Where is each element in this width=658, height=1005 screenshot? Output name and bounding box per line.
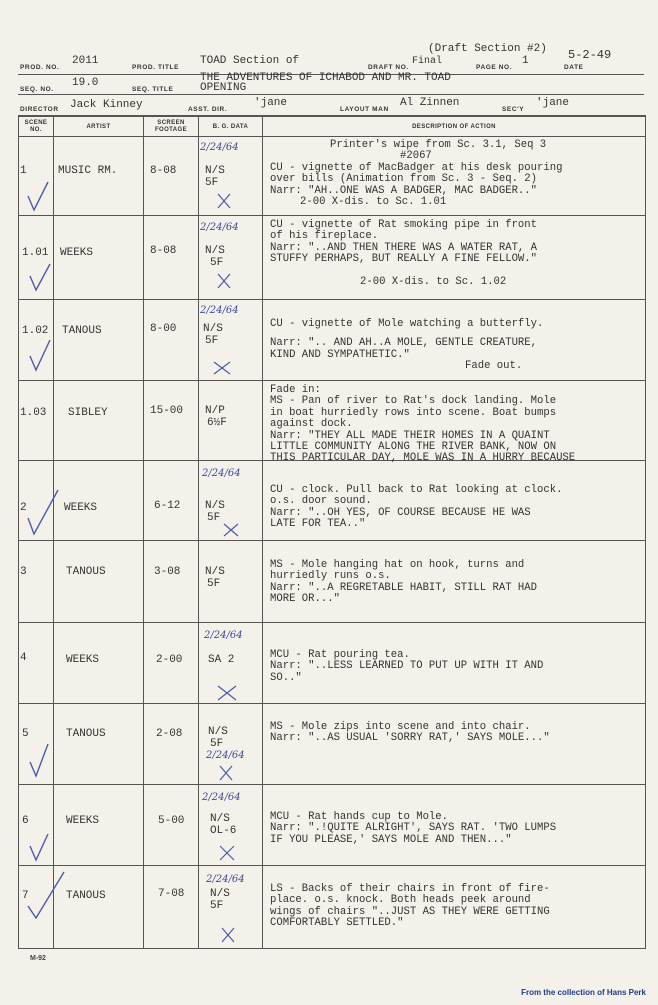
bg-approval-date: 2/24/64 (200, 305, 239, 316)
screen-footage: 2-00 (156, 654, 183, 666)
x-mark-icon (218, 844, 236, 862)
draft-section-note: (Draft Section #2) (428, 43, 547, 55)
artist-name: WEEKS (64, 502, 98, 514)
page-no-label: PAGE NO. (476, 64, 513, 71)
artist-name: WEEKS (66, 654, 100, 666)
bg-data-line2: 5F (207, 578, 221, 590)
action-description: LS - Backs of their chairs in front of fire- place. o.s. knock. Both heads peek around wings of chairs "..JUST AS THEY WERE GETTING COMFORTABLY SETTLED." (270, 883, 550, 930)
bg-data-line2: 5F (207, 512, 221, 524)
bg-data-line1: N/S (205, 566, 225, 578)
bg-approval-date: 2/24/64 (200, 222, 239, 233)
screen-footage: 8-08 (150, 165, 177, 177)
layout-man-label: LAYOUT MAN (340, 106, 389, 113)
prod-no-value: 2011 (72, 55, 99, 67)
artist-name: SIBLEY (68, 407, 108, 419)
header-rule-2 (18, 94, 644, 95)
bg-data-line2: 5F (205, 177, 219, 189)
screen-footage: 8-08 (150, 245, 177, 257)
bg-approval-date: 2/24/64 (200, 142, 239, 153)
row-rule (18, 380, 646, 381)
check-mark-icon (26, 740, 52, 780)
x-mark-icon (216, 272, 232, 290)
table-top-rule (18, 115, 646, 117)
layout-man-value: Al Zinnen (400, 97, 460, 109)
bg-approval-date: 2/24/64 (206, 874, 245, 885)
seq-title-label: SEQ. TITLE (132, 86, 174, 93)
row-rule (18, 215, 646, 216)
col-header-bg: B. G. DATA (212, 124, 249, 130)
asst-dir-label: ASST. DIR. (188, 106, 228, 113)
x-mark-icon (216, 192, 232, 210)
screen-footage: 6-12 (154, 500, 181, 512)
bg-data-line1: N/S (205, 245, 225, 257)
bg-data-line1: N/S (208, 726, 228, 738)
secy-value: 'jane (536, 97, 570, 109)
prod-title-value: TOAD Section of (200, 55, 300, 67)
artist-name: TANOUS (66, 728, 106, 740)
bg-data-line2: 5F (210, 257, 224, 269)
form-number: M-92 (30, 955, 46, 962)
x-mark-icon (216, 684, 238, 702)
bg-data-line1: N/S (203, 323, 223, 335)
col-header-description: DESCRIPTION OF ACTION (412, 124, 496, 130)
row-rule (18, 865, 646, 866)
table-left-rule (18, 115, 19, 949)
bg-data-line1: N/S (210, 813, 230, 825)
bg-data-line2: 5F (210, 900, 224, 912)
check-mark-icon (26, 830, 52, 864)
check-mark-icon (24, 180, 52, 214)
col-header-artist: ARTIST (86, 124, 111, 130)
scene-number: 1.03 (20, 407, 47, 419)
scene-number: 5 (22, 728, 29, 740)
bg-approval-date: 2/24/64 (202, 792, 241, 803)
secy-label: SEC'Y (502, 106, 525, 113)
col-rule-3 (198, 115, 199, 949)
x-mark-icon (222, 522, 240, 538)
bg-data-line1: N/P (205, 405, 225, 417)
page-no-value: 1 (522, 55, 529, 67)
action-description: MS - Mole hanging hat on hook, turns and hurriedly runs o.s. Narr: "..A REGRETABLE HABIT, STILL RAT HAD MORE OR..." (270, 559, 538, 606)
action-description: MCU - Rat hands cup to Mole. Narr: ".!QUITE ALRIGHT', SAYS RAT. 'TWO LUMPS IF YOU PLEASE,' SAYS MOLE AND THEN..." (270, 811, 557, 846)
check-mark-icon (24, 870, 68, 920)
action-description: MS - Mole zips into scene and into chair. Narr: "..AS USUAL 'SORRY RAT,' SAYS MOLE..." (270, 721, 550, 745)
bg-data-line2: OL-6 (210, 825, 237, 837)
scene-number: 4 (20, 652, 27, 664)
check-mark-icon (26, 262, 54, 294)
bg-approval-date: 2/24/64 (202, 468, 241, 479)
director-value: Jack Kinney (70, 99, 143, 111)
seq-title-line1: THE ADVENTURES OF ICHABOD AND MR. TOAD (200, 72, 451, 84)
row-rule (18, 540, 646, 541)
bg-data-line1: N/S (205, 165, 225, 177)
screen-footage: 15-00 (150, 405, 184, 417)
x-mark-icon (212, 360, 232, 376)
table-bottom-rule (18, 948, 646, 949)
col-header-footage: SCREEN FOOTAGE (154, 120, 188, 133)
bg-data-line1: SA 2 (208, 654, 235, 666)
x-mark-icon (220, 926, 236, 944)
artist-name: MUSIC RM. (58, 165, 118, 177)
artist-name: TANOUS (66, 566, 106, 578)
check-mark-icon (22, 488, 62, 538)
action-description: CU - vignette of Mole watching a butterfly. Narr: ".. AND AH..A MOLE, GENTLE CREATURE, KIND AND SYMPATHETIC." Fade out. (270, 318, 544, 373)
scene-number: 1.01 (22, 247, 49, 259)
row-rule (18, 622, 646, 623)
scene-number: 3 (20, 566, 27, 578)
bg-approval-date: 2/24/64 (206, 750, 245, 761)
prod-title-label: PROD. TITLE (132, 64, 180, 71)
asst-dir-value: 'jane (254, 97, 288, 109)
x-mark-icon (218, 764, 234, 782)
screen-footage: 2-08 (156, 728, 183, 740)
screen-footage: 7-08 (158, 888, 185, 900)
seq-no-value: 19.0 (72, 77, 99, 89)
action-description: CU - vignette of Rat smoking pipe in front of his fireplace. Narr: "..AND THEN THERE WAS A WATER RAT, A STUFFY PERHAPS, BUT REALLY A FINE FELLOW." 2-00 X-dis. to Sc. 1.02 (270, 219, 538, 288)
bg-data-line2: 6½F (207, 417, 227, 429)
artist-name: WEEKS (66, 815, 100, 827)
draft-no-label: DRAFT NO. (368, 64, 409, 71)
director-label: DIRECTOR (20, 106, 59, 113)
screen-footage: 8-00 (150, 323, 177, 335)
col-rule-4 (262, 115, 263, 949)
seq-no-label: SEQ. NO. (20, 86, 54, 93)
scene-number: 7 (22, 890, 29, 902)
collection-credit: From the collection of Hans Perk (521, 988, 646, 997)
screen-footage: 3-08 (154, 566, 181, 578)
bg-data-line2: 5F (210, 738, 224, 750)
action-description: Fade in: MS - Pan of river to Rat's dock landing. Mole in boat hurriedly rows into scene. Boat bumps against dock. Narr: "THEY ALL MADE THEIR HOMES IN A QUAINT LITTLE COMMUNITY ALONG THE RIVER BANK, NOW ON THIS PARTICULAR DAY, MOLE WAS IN A HURRY BECAUSE (270, 384, 576, 465)
scene-number: 2 (20, 502, 27, 514)
row-rule (18, 703, 646, 704)
col-header-scene: SCENE NO. (24, 120, 48, 133)
prod-no-label: PROD. NO. (20, 64, 60, 71)
artist-name: TANOUS (66, 890, 106, 902)
table-header-rule (18, 136, 646, 137)
draft-no-value: Final (412, 56, 443, 67)
row-rule (18, 784, 646, 785)
bg-data-line2: 5F (205, 335, 219, 347)
bg-approval-date: 2/24/64 (204, 630, 243, 641)
action-description: CU - clock. Pull back to Rat looking at clock. o.s. door sound. Narr: "..OH YES, OF COURSE BECAUSE HE WAS LATE FOR TEA.." (270, 484, 563, 531)
artist-name: WEEKS (60, 247, 94, 259)
seq-title-line2: OPENING (200, 82, 247, 94)
screen-footage: 5-00 (158, 815, 185, 827)
scene-number: 1 (20, 165, 27, 177)
bg-data-line1: N/S (210, 888, 230, 900)
bg-data-line1: N/S (205, 500, 225, 512)
artist-name: TANOUS (62, 325, 102, 337)
scene-number: 6 (22, 815, 29, 827)
check-mark-icon (26, 338, 54, 374)
date-value: 5-2-49 (568, 48, 612, 62)
row-rule (18, 299, 646, 300)
col-rule-2 (143, 115, 144, 949)
action-description: MCU - Rat pouring tea. Narr: "..LESS LEARNED TO PUT UP WITH IT AND SO.." (270, 649, 544, 684)
action-description: Printer's wipe from Sc. 3.1, Seq 3 #2067 CU - vignette of MacBadger at his desk pouring over bills (Animation from Sc. 3 - Seq. 2) Narr: "AH..ONE WAS A BADGER, MAC BADGER.." 2-00 X-dis. to Sc. 1.01 (270, 139, 563, 209)
date-label: DATE (564, 64, 584, 71)
scene-number: 1.02 (22, 325, 49, 337)
